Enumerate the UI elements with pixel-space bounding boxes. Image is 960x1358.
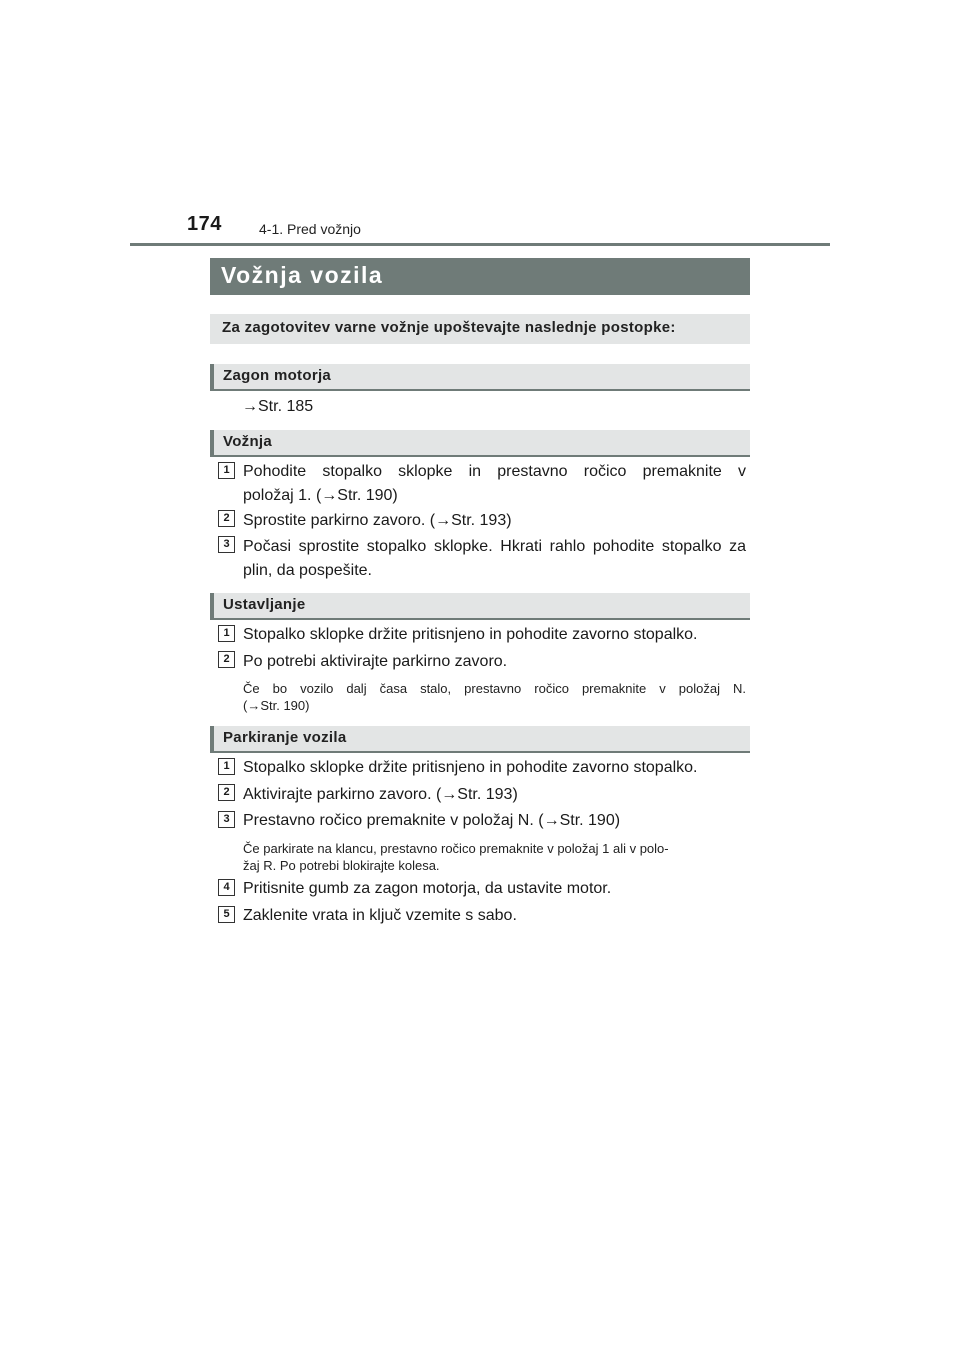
stop-note-line-1: Če bo vozilo dalj časa stalo, prestavno ročico premaknite v položaj N. — [243, 681, 746, 696]
section-label: 4-1. Pred vožnjo — [259, 221, 361, 237]
park-step-1: Stopalko sklopke držite pritisnjeno in pohodite zavorno stopalko. — [243, 759, 698, 776]
park-note-line-2: žaj R. Po potrebi blokirajte kolesa. — [243, 858, 440, 873]
park-note-line-1: Če parkirate na klancu, prestavno ročico premaknite v položaj 1 ali v polo- — [243, 841, 669, 856]
step-badge: 2 — [218, 510, 235, 527]
step-badge: 4 — [218, 879, 235, 896]
step-badge: 2 — [218, 651, 235, 668]
heading-engine-start — [210, 364, 750, 391]
park-step-4: Pritisnite gumb za zagon motorja, da ustavite motor. — [243, 880, 612, 897]
page-number: 174 — [187, 213, 222, 235]
stop-step-1: Stopalko sklopke držite pritisnjeno in pohodite zavorno stopalko. — [243, 626, 698, 643]
heading-stopping — [210, 593, 750, 620]
park-step-5: Zaklenite vrata in ključ vzemite s sabo. — [243, 907, 517, 924]
step-badge: 3 — [218, 536, 235, 553]
stop-step-2: Po potrebi aktivirajte parkirno zavoro. — [243, 653, 508, 670]
step-badge: 1 — [218, 462, 235, 479]
heading-parking-label: Parkiranje vozila — [223, 729, 347, 746]
step-badge: 5 — [218, 906, 235, 923]
heading-parking — [210, 726, 750, 753]
intro-text: Za zagotovitev varne vožnje upoštevajte naslednje postopke: — [222, 319, 676, 336]
heading-driving — [210, 430, 750, 457]
park-step-2: Aktivirajte parkirno zavoro. (→Str. 193) — [243, 786, 518, 803]
page-title: Vožnja vozila — [221, 262, 384, 288]
heading-engine-start-label: Zagon motorja — [223, 367, 332, 384]
step-badge: 1 — [218, 758, 235, 775]
heading-driving-label: Vožnja — [223, 433, 273, 450]
drive-step-1-line-1: Pohodite stopalko sklopke in prestavno ročico premaknite v — [243, 463, 746, 480]
step-badge: 1 — [218, 625, 235, 642]
header-divider — [130, 243, 830, 246]
step-badge: 3 — [218, 811, 235, 828]
drive-step-1-line-2: položaj 1. (→Str. 190) — [243, 487, 398, 504]
drive-step-3-line-1: Počasi sprostite stopalko sklopke. Hkrati rahlo pohodite stopalko za — [243, 538, 746, 555]
park-step-3: Prestavno ročico premaknite v položaj N. (→Str. 190) — [243, 812, 621, 829]
heading-stopping-label: Ustavljanje — [223, 596, 306, 613]
step-badge: 2 — [218, 784, 235, 801]
drive-step-3-line-2: plin, da pospešite. — [243, 562, 372, 579]
engine-start-reference: →Str. 185 — [242, 398, 314, 415]
drive-step-2: Sprostite parkirno zavoro. (→Str. 193) — [243, 512, 512, 529]
stop-note-line-2: (→Str. 190) — [243, 698, 310, 713]
